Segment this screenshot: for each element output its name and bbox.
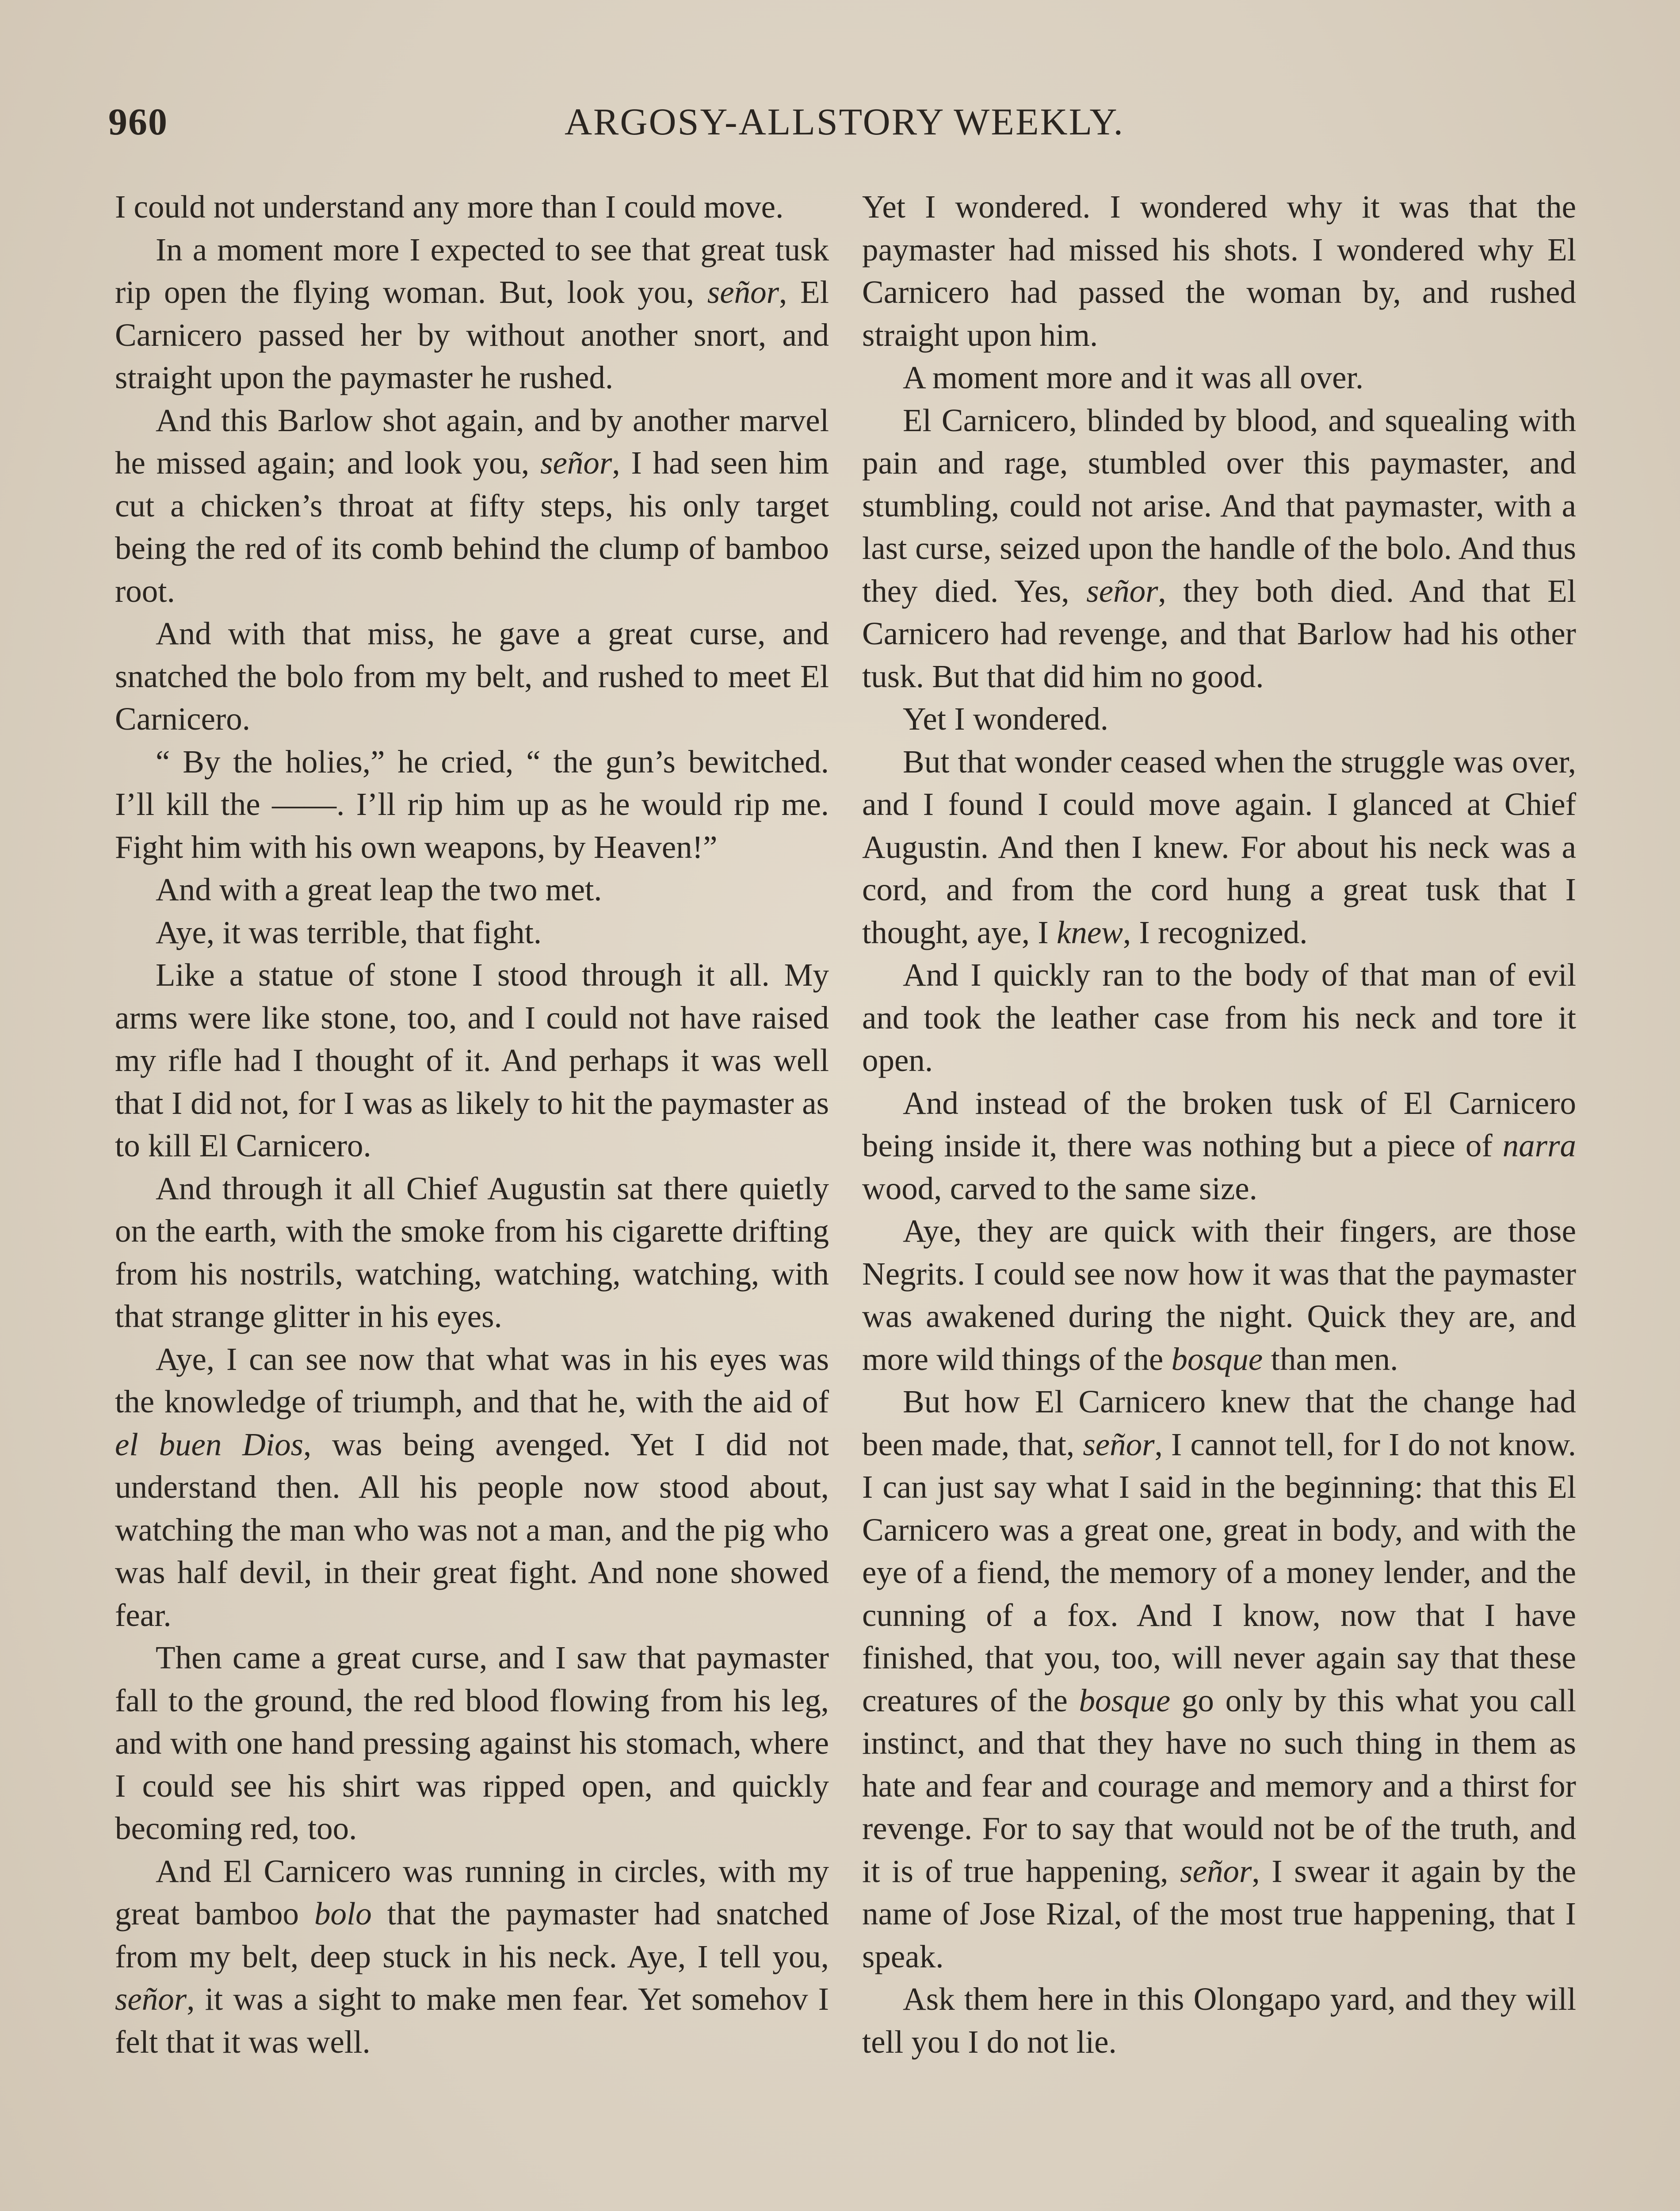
paragraph	[862, 399, 1576, 698]
paragraph-text: And El Carnicero was running in circles, with my great bamboo	[115, 1853, 829, 1932]
paragraph-text: I could not understand any more than I could move.	[115, 189, 784, 225]
paragraph	[115, 399, 829, 613]
paragraph-text: A moment more and it was all over.	[903, 360, 1364, 395]
paragraph	[862, 698, 1576, 741]
paragraph	[862, 741, 1576, 954]
paragraph-text: , I cannot tell, for I do not know. I can just say what I said in the beginning: that this El Carnicero was a great one, great in body, and with the eye of a fiend, the memory of a money lender, and the cunning of a fox. And I know, now that I have finished, that you, too, will never again say that these creatures of the	[862, 1426, 1576, 1718]
paragraph	[862, 954, 1576, 1082]
paragraph-text: , they both died. And that El Carnicero had revenge, and that Barlow had his other tusk. But that did him no good.	[862, 573, 1576, 694]
paragraph	[115, 229, 829, 399]
italic-text: señor	[707, 274, 779, 310]
paragraph-text: that the paymaster had snatched from my belt, deep stuck in his neck. Aye, I tell you,	[115, 1896, 829, 1974]
italic-text: el buen Dios	[115, 1426, 304, 1462]
italic-text: señor	[540, 445, 612, 481]
paragraph-text: , I swear it again by the name of Jose Rizal, of the most true happening, that I speak.	[862, 1853, 1576, 1974]
paragraph-text: , El Carnicero passed her by without another snort, and straight upon the paymaster he rushed.	[115, 274, 829, 395]
paragraph-text: Aye, they are quick with their fingers, are those Negrits. I could see now how it was that the paymaster was awakened during the night. Quick they are, and more wild things of the	[862, 1213, 1576, 1377]
page-header	[108, 99, 1581, 157]
paragraph-text: Yet I wondered.	[903, 701, 1108, 737]
page-number: 960	[108, 100, 168, 143]
left-text-column	[115, 186, 829, 2063]
paragraph	[862, 1978, 1576, 2063]
paragraph	[115, 1637, 829, 1850]
paragraph	[862, 186, 1576, 356]
paragraph-text: , I recognized.	[1123, 914, 1308, 950]
paragraph-text: go only by this what you call instinct, and that they have no such thing in them as hate and fear and courage and memory and a thirst for revenge. For to say that would not be of the truth, and it is of true happening,	[862, 1682, 1576, 1889]
paragraph-text: Then came a great curse, and I saw that paymaster fall to the ground, the red blood flowing from his leg, and with one hand pressing against his stomach, where I could see his shirt was ripped open, and quickly becoming red, too.	[115, 1640, 829, 1846]
paragraph-text: Ask them here in this Olongapo yard, and they will tell you I do not lie.	[862, 1981, 1576, 2060]
paragraph-text: And I quickly ran to the body of that man of evil and took the leather case from his neck and tore it open.	[862, 957, 1576, 1078]
paragraph-text: In a moment more I expected to see that great tusk rip open the flying woman. But, look you,	[115, 231, 829, 310]
italic-text: knew	[1056, 914, 1123, 950]
paragraph	[115, 911, 829, 954]
paragraph-text: , I had seen him cut a chicken’s throat at fifty steps, his only target being the red of its comb behind the clump of bamboo root.	[115, 445, 829, 609]
paragraph-text: , was being avenged. Yet I did not understand then. All his people now stood about, watching the man who was not a man, and the pig who was half devil, in their great fight. And none showed fear.	[115, 1426, 829, 1633]
italic-text: señor	[1086, 573, 1158, 609]
paragraph-text: Aye, it was terrible, that fight.	[156, 914, 542, 950]
paragraph	[115, 1338, 829, 1637]
italic-text: señor	[1083, 1426, 1155, 1462]
paragraph-text: And this Barlow shot again, and by another marvel he missed again; and look you,	[115, 402, 829, 481]
paragraph-text: “ By the holies,” he cried, “ the gun’s bewitched. I’ll kill the ——. I’ll rip him up as he would rip me. Fight him with his own weapons, by Heaven!”	[115, 743, 829, 865]
italic-text: narra	[1502, 1128, 1576, 1163]
paragraph	[115, 741, 829, 869]
paragraph-text: El Carnicero, blinded by blood, and squealing with pain and rage, stumbled over this paymaster, and stumbling, could not arise. And that paymaster, with a last curse, seized upon the handle of the bolo. And thus they died. Yes,	[862, 402, 1576, 609]
paragraph	[862, 1210, 1576, 1381]
paragraph-text: And with that miss, he gave a great curse, and snatched the bolo from my belt, and rushed to meet El Carnicero.	[115, 616, 829, 737]
paragraph	[115, 186, 829, 229]
paragraph-text: And with a great leap the two met.	[156, 872, 602, 907]
paragraph-text: But how El Carnicero knew that the change had been made, that,	[862, 1384, 1576, 1462]
paragraph-text: wood, carved to the same size.	[862, 1170, 1257, 1206]
paragraph-text: Yet I wondered. I wondered why it was that the paymaster had missed his shots. I wondered why El Carnicero had passed the woman by, and rushed straight upon him.	[862, 189, 1576, 353]
italic-text: señor	[1180, 1853, 1252, 1889]
paragraph	[115, 954, 829, 1167]
paragraph-text: And through it all Chief Augustin sat there quietly on the earth, with the smoke from his cigarette drifting from his nostrils, watching, watching, watching, with that strange glitter in his eyes.	[115, 1170, 829, 1334]
paragraph	[862, 1082, 1576, 1210]
paragraph-text: Aye, I can see now that what was in his eyes was the knowledge of triumph, and that he, with the aid of	[115, 1341, 829, 1419]
running-title: ARGOSY-ALLSTORY WEEKLY.	[564, 100, 1125, 143]
italic-text: señor	[115, 1981, 187, 2017]
paragraph-text: And instead of the broken tusk of El Carnicero being inside it, there was nothing but a piece of	[862, 1085, 1576, 1163]
paragraph	[115, 1167, 829, 1338]
paragraph-text: But that wonder ceased when the struggle was over, and I found I could move again. I glanced at Chief Augustin. And then I knew. For about his neck was a cord, and from the cord hung a great tusk that I thought, aye, I	[862, 743, 1576, 950]
paragraph	[115, 1850, 829, 2064]
italic-text: bosque	[1079, 1682, 1171, 1718]
paragraph	[115, 612, 829, 741]
paragraph-text: , it was a sight to make men fear. Yet somehov I felt that it was well.	[115, 1981, 829, 2060]
paragraph	[862, 1381, 1576, 1978]
paragraph	[115, 868, 829, 911]
italic-text: bosque	[1171, 1341, 1263, 1377]
paragraph	[862, 356, 1576, 399]
italic-text: bolo	[314, 1896, 372, 1932]
paragraph-text: than men.	[1263, 1341, 1398, 1377]
paragraph-text: Like a statue of stone I stood through it all. My arms were like stone, too, and I could not have raised my rifle had I thought of it. And perhaps it was well that I did not, for I was as likely to hit the paymaster as to kill El Carnicero.	[115, 957, 829, 1163]
right-text-column	[862, 186, 1576, 2063]
